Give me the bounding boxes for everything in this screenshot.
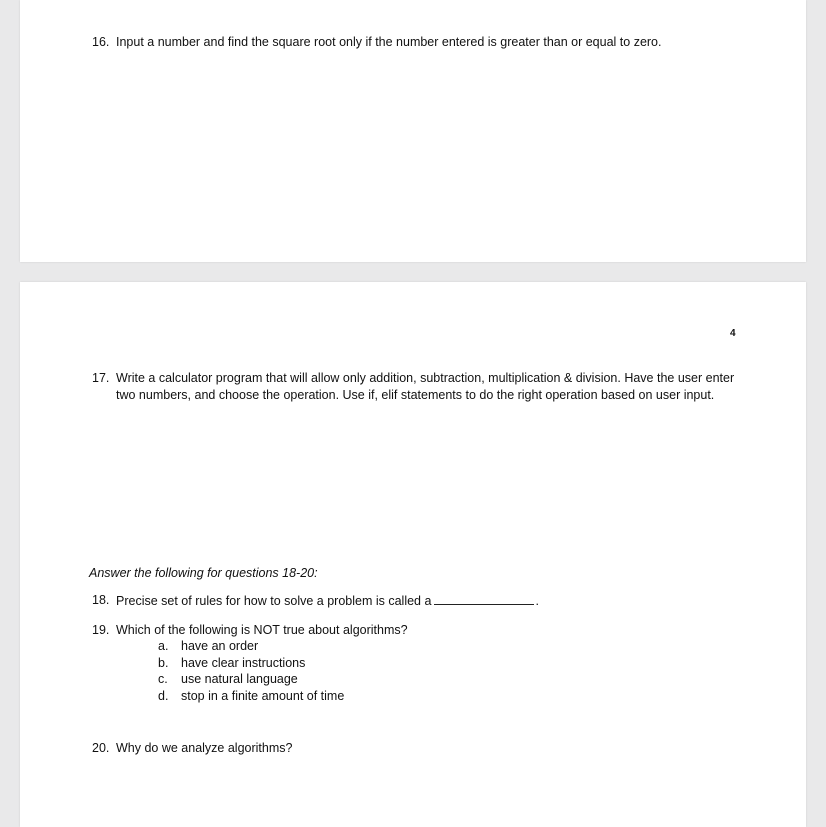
question-16-text: Input a number and find the square root only if the number entered is greater than or equal to zero. <box>116 35 662 49</box>
question-18-trailing-period: . <box>535 594 539 608</box>
option-text: stop in a finite amount of time <box>181 688 345 703</box>
option-letter: d. <box>158 688 169 703</box>
page-number: 4 <box>730 328 736 339</box>
question-18-number: 18. <box>92 593 110 607</box>
option-text: have an order <box>181 639 259 653</box>
option-c <box>158 671 558 688</box>
question-16-number: 16. <box>92 35 110 49</box>
option-letter: a. <box>158 639 169 653</box>
answer-blank <box>434 592 534 605</box>
option-letter: c. <box>158 672 168 686</box>
option-b <box>158 655 558 672</box>
question-20-number: 20. <box>92 741 110 755</box>
question-19-text: Which of the following is NOT true about algorithms? <box>116 623 408 637</box>
option-text: have clear instructions <box>181 655 306 670</box>
question-19-number: 19. <box>92 623 110 637</box>
question-18-body <box>116 592 539 610</box>
question-20-text: Why do we analyze algorithms? <box>116 741 293 755</box>
option-letter: b. <box>158 655 169 670</box>
question-18-text: Precise set of rules for how to solve a problem is called a <box>116 594 432 608</box>
option-text: use natural language <box>181 672 298 686</box>
question-19-options <box>158 638 558 704</box>
option-d <box>158 688 558 705</box>
option-a <box>158 638 558 655</box>
question-17-text: Write a calculator program that will allow only addition, subtraction, multiplication & division. Have the user enter two numbers, and choose the operation. Use if, elif statements to do the right operation based on user input. <box>116 371 735 402</box>
section-heading: Answer the following for questions 18-20: <box>89 566 318 580</box>
question-17-number: 17. <box>92 371 110 385</box>
